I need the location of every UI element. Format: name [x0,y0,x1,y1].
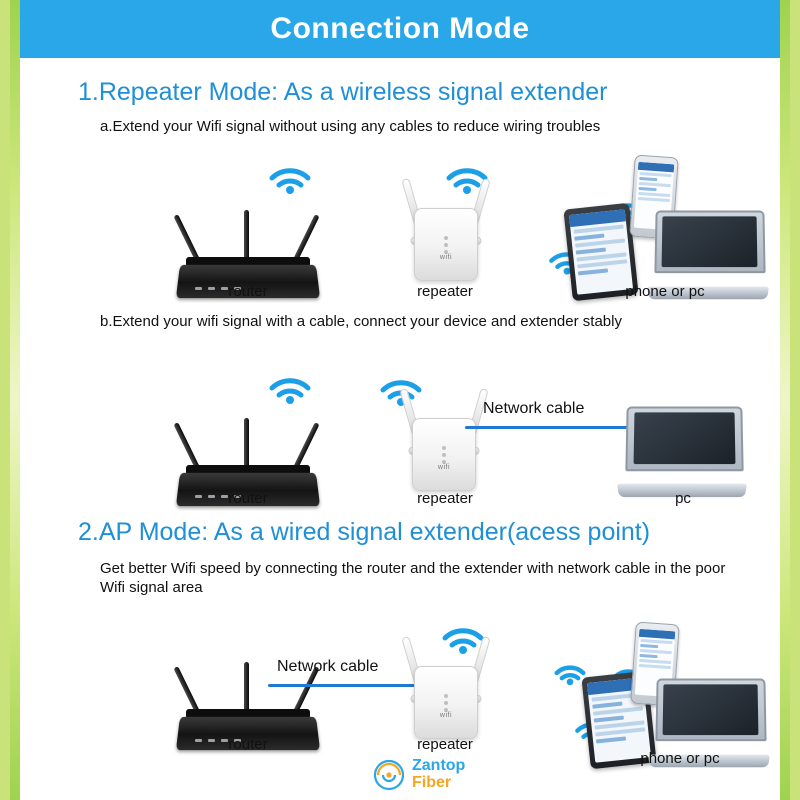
watermark [372,758,465,792]
repeater-device: wifi [388,388,498,503]
wifi-icon [267,368,313,404]
left-border [10,0,20,800]
caption-router: router [228,736,268,753]
network-cable-label: Network cable [483,400,585,417]
right-border [780,0,790,800]
caption-phone-or-pc: phone or pc [625,283,705,300]
section-1-heading: 1.Repeater Mode: As a wireless signal extender [78,78,608,106]
section-1-item-b: b.Extend your wifi signal with a cable, connect your device and extender stably [100,313,622,330]
caption-repeater: repeater [417,736,473,753]
caption-repeater: repeater [417,490,473,507]
repeater-device: wifi [390,178,500,293]
fiber-swirl-icon [372,758,406,792]
page-title: Connection Mode [270,12,530,45]
caption-pc: pc [675,490,691,507]
wifi-icon [267,158,313,194]
caption-phone-or-pc: phone or pc [640,750,720,767]
section-2-heading: 2.AP Mode: As a wired signal extender(acess point) [78,518,651,546]
repeater-device: wifi [390,636,500,751]
network-cable-line [465,426,640,429]
content-area [20,58,780,800]
section-1-item-a: a.Extend your Wifi signal without using any cables to reduce wiring troubles [100,118,601,135]
laptop-device [618,406,746,498]
section-2-item: Get better Wifi speed by connecting the router and the extender with network cable in the poor Wifi signal area [100,560,726,596]
caption-repeater: repeater [417,283,473,300]
network-cable-label: Network cable [277,658,379,675]
watermark-line2: Fiber [412,774,452,791]
caption-router: router [228,490,268,507]
caption-router: router [228,283,268,300]
watermark-line1: Zantop [412,757,466,775]
title-bar [20,0,780,58]
